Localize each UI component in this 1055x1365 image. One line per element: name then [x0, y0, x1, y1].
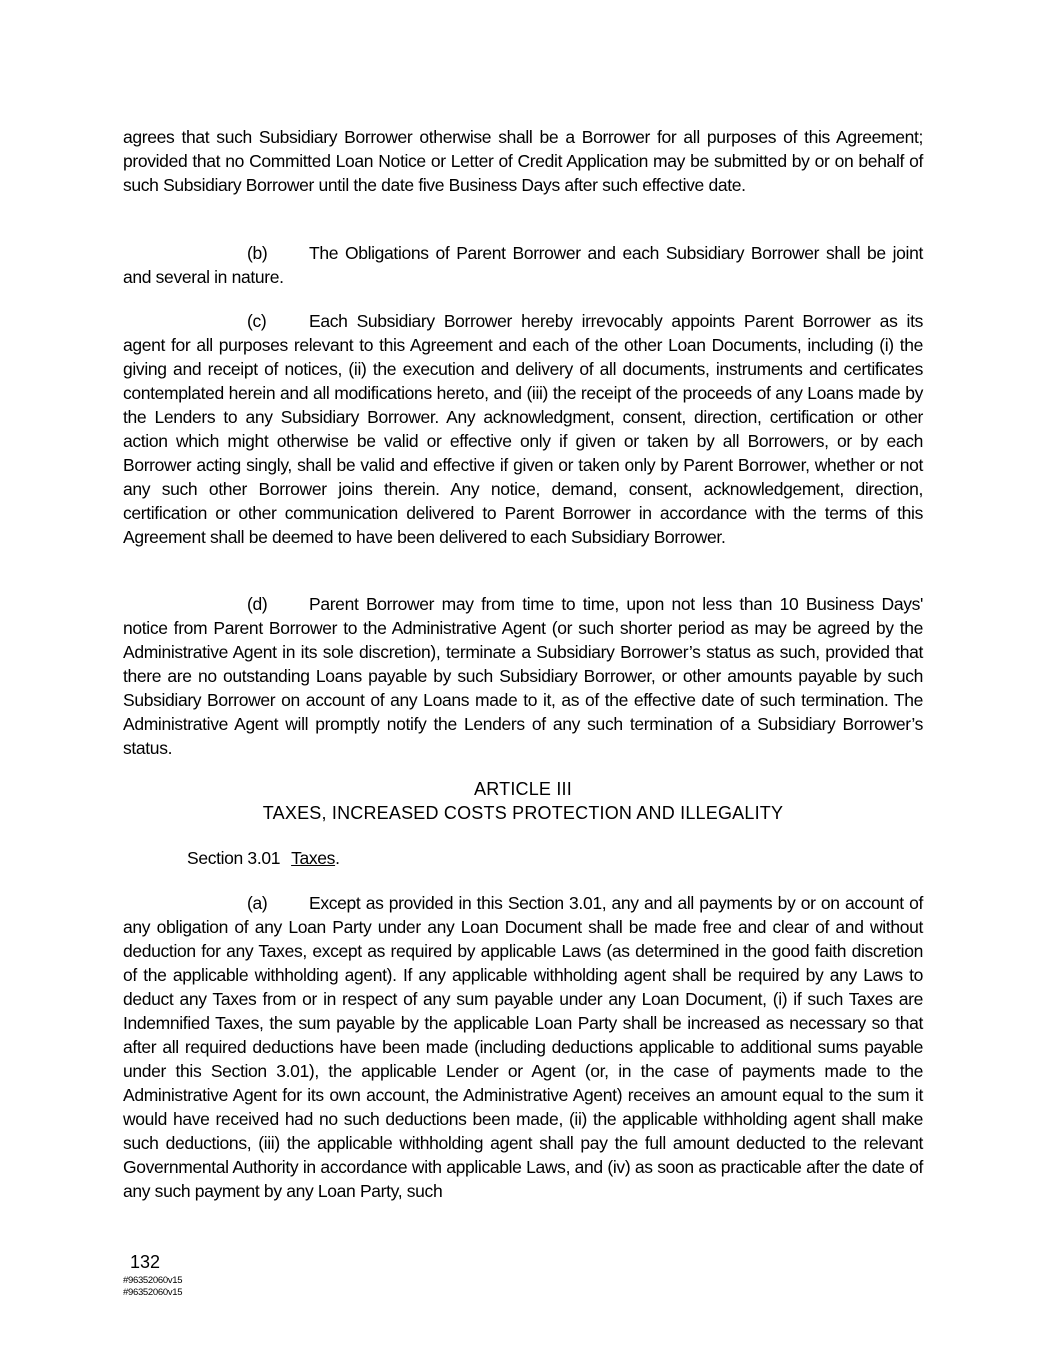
article-title: TAXES, INCREASED COSTS PROTECTION AND ILLEGALITY — [262, 803, 784, 823]
section-title: Taxes — [291, 848, 336, 868]
paragraph-label: (c) — [247, 311, 267, 331]
paragraph-text: Parent Borrower may from time to time, upon not less than 10 Business Days' notice from Parent Borrower to the Administrative Agent (or such shorter period as may be agreed by the Administrative Agent in its sole discretion), terminate a Subsidiary Borrower’s status as such, provided that there are no outstanding Loans payable by such Subsidiary Borrower, or other amounts payable by such Subsidiary Borrower on account of any Loans made to it, as of the effective date of such termination. The Administrative Agent will promptly notify the Lenders of any such termination of a Subsidiary Borrower’s status. — [123, 594, 923, 758]
section-heading — [187, 846, 340, 870]
paragraph-b — [123, 241, 923, 289]
paragraph-indent — [123, 241, 309, 265]
paragraph-label: (d) — [247, 594, 268, 614]
paragraph-c — [123, 309, 923, 549]
paragraph-d — [123, 592, 923, 760]
section-number: Section 3.01 — [187, 848, 281, 868]
paragraph-indent — [123, 592, 309, 616]
section-paragraph-a — [123, 891, 923, 1203]
section-title-suffix: . — [335, 848, 340, 868]
paragraph-indent — [123, 309, 309, 333]
paragraph-label: (a) — [247, 893, 268, 913]
paragraph-indent — [123, 891, 309, 915]
paragraph-label: (b) — [247, 243, 268, 263]
article-number: ARTICLE III — [474, 779, 572, 799]
document-id: #96352060v15 — [123, 1275, 183, 1286]
document-id: #96352060v15 — [123, 1287, 183, 1298]
page-number: 132 — [130, 1252, 161, 1272]
paragraph-continuation — [123, 125, 923, 197]
paragraph-text: Each Subsidiary Borrower hereby irrevocably appoints Parent Borrower as its agent for all purposes relevant to this Agreement and each of the other Loan Documents, including (i) the giving and receipt of notices, (ii) the execution and delivery of all documents, instruments and certificates contemplated herein and all modifications hereto, and (iii) the receipt of the proceeds of any Loans made by the Lenders to any Subsidiary Borrower. Any acknowledgment, consent, direction, certification or other action which might otherwise be valid or effective only if given or taken by all Borrowers, or by each Borrower acting singly, shall be valid and effective if given or taken only by Parent Borrower, whether or not any such other Borrower joins therein. Any notice, demand, consent, acknowledgement, direction, certification or other communication delivered to Parent Borrower in accordance with the terms of this Agreement shall be deemed to have been delivered to each Subsidiary Borrower. — [123, 311, 923, 547]
paragraph-text: Except as provided in this Section 3.01, any and all payments by or on account of any obligation of any Loan Party under any Loan Document shall be made free and clear of and without deduction for any Taxes, except as required by applicable Laws (as determined in the good faith discretion of the applicable withholding agent). If any applicable withholding agent shall be required by any Laws to deduct any Taxes from or in respect of any sum payable under any Loan Document, (i) if such Taxes are Indemnified Taxes, the sum payable by the applicable Loan Party shall be increased as necessary so that after all required deductions have been made (including deductions applicable to additional sums payable under this Section 3.01), the applicable Lender or Agent (or, in the case of payments made to the Administrative Agent for its own account, the Administrative Agent) receives an amount equal to the sum it would have received had no such deductions been made, (ii) the applicable withholding agent shall make such deductions, (iii) the applicable withholding agent shall pay the full amount deducted to the relevant Governmental Authority in accordance with applicable Laws, and (iv) as soon as practicable after the date of any such payment by any Loan Party, such — [123, 893, 923, 1201]
paragraph-text: The Obligations of Parent Borrower and each Subsidiary Borrower shall be joint and several in nature. — [123, 243, 923, 287]
paragraph-text: agrees that such Subsidiary Borrower otherwise shall be a Borrower for all purposes of this Agreement; provided that no Committed Loan Notice or Letter of Credit Application may be submitted by or on behalf of such Subsidiary Borrower until the date five Business Days after such effective date. — [123, 127, 923, 195]
